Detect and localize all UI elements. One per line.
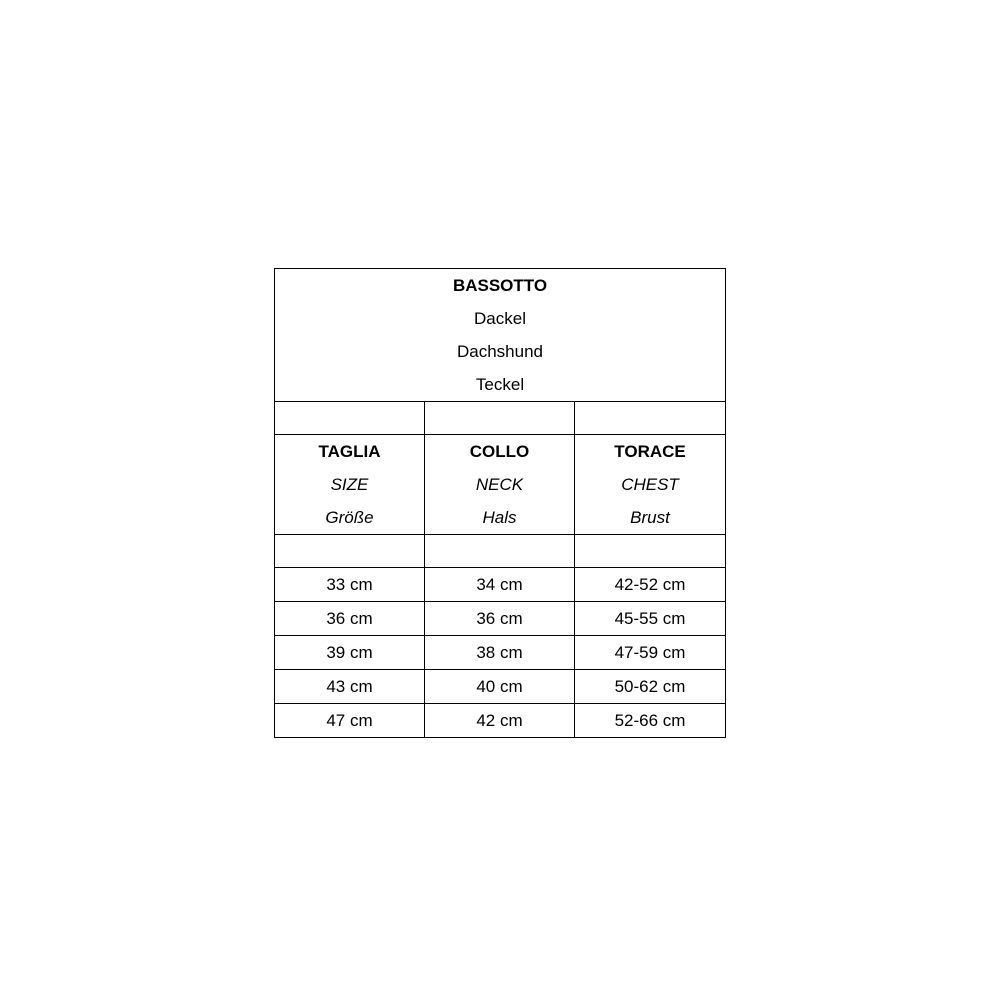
header-neck-en: NECK <box>475 475 524 494</box>
header-row <box>275 435 726 535</box>
header-size <box>275 435 425 535</box>
size-value: 43 cm <box>275 670 425 704</box>
table-row <box>275 704 726 738</box>
spacer-row <box>275 402 726 435</box>
table-row <box>275 568 726 602</box>
title-line-4: Teckel <box>475 375 525 394</box>
header-size-it: TAGLIA <box>318 442 381 461</box>
empty-cell <box>575 402 726 435</box>
table-row <box>275 636 726 670</box>
neck-value: 40 cm <box>425 670 575 704</box>
size-value: 33 cm <box>275 568 425 602</box>
neck-value: 42 cm <box>425 704 575 738</box>
header-neck <box>425 435 575 535</box>
empty-cell <box>425 535 575 568</box>
chest-value: 42-52 cm <box>575 568 726 602</box>
size-chart-table <box>274 268 726 738</box>
chest-value: 45-55 cm <box>575 602 726 636</box>
empty-cell <box>275 402 425 435</box>
size-value: 39 cm <box>275 636 425 670</box>
header-chest <box>575 435 726 535</box>
title-line-2: Dackel <box>474 309 526 328</box>
header-size-de: Größe <box>325 508 374 527</box>
neck-value: 38 cm <box>425 636 575 670</box>
title-cell <box>275 269 726 402</box>
empty-cell <box>425 402 575 435</box>
chest-value: 50-62 cm <box>575 670 726 704</box>
table-row <box>275 670 726 704</box>
header-neck-it: COLLO <box>469 442 530 461</box>
chest-value: 52-66 cm <box>575 704 726 738</box>
header-size-en: SIZE <box>330 475 369 494</box>
spacer-row <box>275 535 726 568</box>
neck-value: 36 cm <box>425 602 575 636</box>
title-line-3: Dachshund <box>457 342 544 361</box>
size-value: 36 cm <box>275 602 425 636</box>
title-row <box>275 269 726 402</box>
header-chest-de: Brust <box>630 508 670 527</box>
header-chest-en: CHEST <box>621 475 679 494</box>
header-chest-it: TORACE <box>614 442 686 461</box>
header-neck-de: Hals <box>482 508 517 527</box>
table-row <box>275 602 726 636</box>
chest-value: 47-59 cm <box>575 636 726 670</box>
empty-cell <box>275 535 425 568</box>
size-value: 47 cm <box>275 704 425 738</box>
empty-cell <box>575 535 726 568</box>
neck-value: 34 cm <box>425 568 575 602</box>
title-main: BASSOTTO <box>452 276 548 295</box>
